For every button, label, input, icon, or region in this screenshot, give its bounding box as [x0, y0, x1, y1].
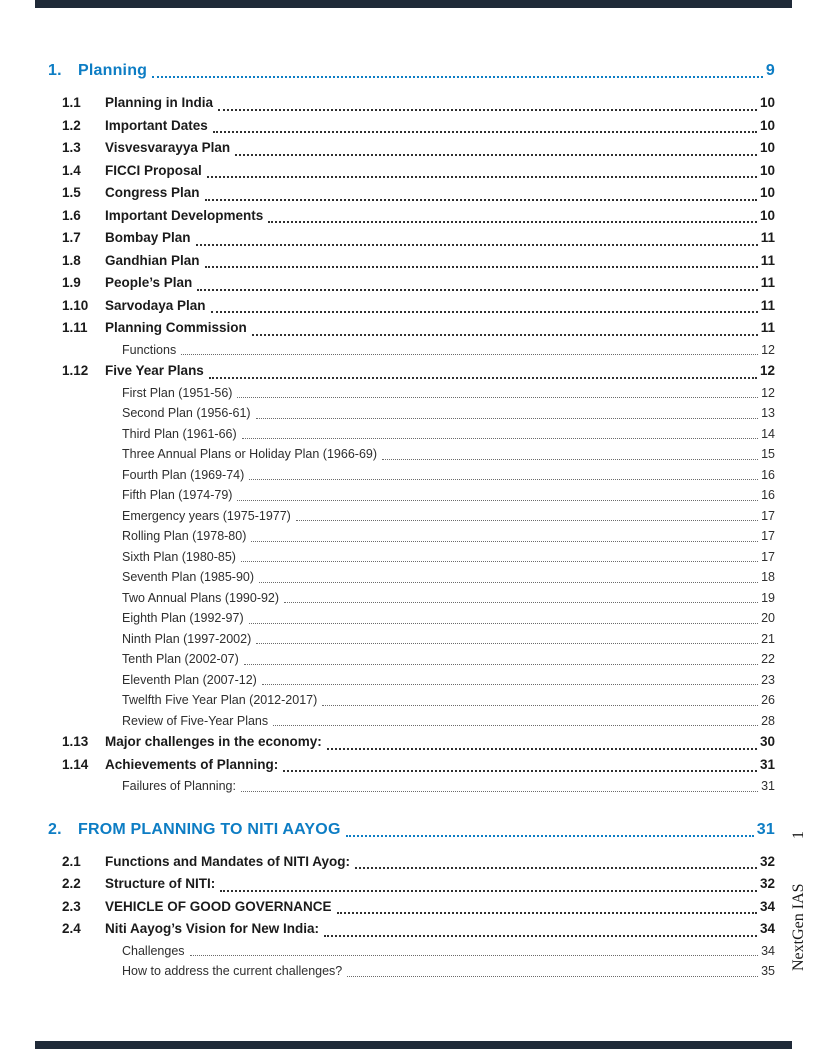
toc-entry-title: Fourth Plan (1969-74): [122, 467, 245, 482]
toc-entry-page-number: 22: [761, 652, 775, 666]
toc-entry-title: How to address the current challenges?: [122, 964, 343, 978]
toc-entry-number: 1.2: [62, 117, 81, 133]
toc-entry-number: 2.3: [62, 898, 81, 914]
toc-entry-number: 2.1: [62, 853, 81, 869]
toc-dot-leader: [205, 199, 757, 201]
toc-entry-page-number: 32: [759, 853, 775, 869]
toc-entry-number: 1.9: [62, 275, 81, 290]
toc-entry-number: 2.2: [62, 876, 81, 891]
toc-entry-page-number: 31: [761, 779, 775, 793]
toc-entry-page-number: 10: [759, 162, 775, 178]
toc-dot-leader: [205, 266, 758, 268]
toc-entry[interactable]: [48, 58, 775, 84]
bottom-rule-bar: [35, 1041, 792, 1049]
toc-dot-leader: [268, 221, 757, 223]
toc-entry-page-number: 32: [759, 876, 775, 891]
toc-entry-title: Planning in India: [105, 95, 213, 110]
toc-entry[interactable]: [48, 526, 775, 547]
toc-entry-number: 1.6: [62, 207, 81, 223]
toc-dot-leader: [296, 520, 758, 521]
toc-dot-leader: [346, 835, 754, 837]
toc-entry-page-number: 13: [761, 406, 775, 420]
toc-entry-page-number: 12: [761, 342, 775, 357]
toc-entry[interactable]: [48, 690, 775, 711]
toc-entry-page-number: 16: [761, 467, 775, 482]
toc-entry[interactable]: [48, 776, 775, 797]
toc-dot-leader: [347, 976, 758, 977]
toc-entry[interactable]: [48, 182, 775, 205]
toc-entry-title: Emergency years (1975-1977): [122, 508, 291, 523]
toc-entry-number: 1.4: [62, 162, 81, 178]
toc-entry-page-number: 10: [759, 117, 775, 133]
toc-dot-leader: [207, 176, 757, 178]
toc-entry-title: Third Plan (1961-66): [122, 426, 237, 441]
toc-entry[interactable]: [48, 754, 775, 777]
toc-entry-title: Structure of NITI:: [105, 876, 216, 891]
toc-dot-leader: [237, 397, 758, 398]
toc-entry-title: Eleventh Plan (2007-12): [122, 672, 257, 687]
toc-entry-number: 1.5: [62, 185, 81, 200]
toc-dot-leader: [213, 131, 757, 133]
toc-dot-leader: [190, 955, 759, 956]
toc-entry-page-number: 14: [761, 426, 775, 441]
toc-entry[interactable]: [48, 205, 775, 228]
toc-entry[interactable]: [48, 403, 775, 424]
toc-dot-leader: [244, 664, 758, 665]
side-brand-text: NextGen IAS: [790, 883, 807, 971]
toc-dot-leader: [249, 479, 758, 480]
toc-entry-title: Fifth Plan (1974-79): [122, 488, 233, 502]
toc-dot-leader: [337, 912, 757, 914]
toc-entry[interactable]: [48, 317, 775, 340]
toc-entry[interactable]: [48, 295, 775, 318]
toc-entry-page-number: 35: [761, 964, 775, 978]
toc-entry[interactable]: [48, 649, 775, 670]
toc-entry-title: Second Plan (1956-61): [122, 406, 251, 420]
toc-entry-page-number: 11: [760, 230, 775, 245]
toc-entry-page-number: 17: [761, 508, 775, 523]
toc-entry-number: 2.4: [62, 921, 81, 936]
toc-entry[interactable]: [48, 465, 775, 486]
toc-entry-page-number: 11: [760, 275, 775, 290]
toc-entry-page-number: 12: [761, 385, 775, 400]
toc-dot-leader: [252, 334, 758, 336]
toc-entry-title: First Plan (1951-56): [122, 385, 233, 400]
toc-entry-title: People’s Plan: [105, 275, 193, 290]
toc-entry[interactable]: [48, 506, 775, 527]
toc-dot-leader: [355, 867, 757, 869]
toc-entry-title: Major challenges in the economy:: [105, 734, 322, 749]
toc-dot-leader: [242, 438, 758, 439]
toc-entry[interactable]: [48, 670, 775, 691]
toc-entry[interactable]: [48, 424, 775, 445]
toc-entry[interactable]: [48, 485, 775, 506]
toc-dot-leader: [256, 418, 759, 419]
toc-dot-leader: [241, 561, 758, 562]
toc-entry[interactable]: [48, 340, 775, 361]
toc-entry[interactable]: [48, 896, 775, 919]
toc-entry-page-number: 10: [759, 185, 775, 200]
toc-entry-title: Functions and Mandates of NITI Ayog:: [105, 853, 350, 869]
toc-entry-title: Important Dates: [105, 117, 208, 133]
toc-entry-title: Rolling Plan (1978-80): [122, 529, 247, 543]
toc-entry-title: Eighth Plan (1992-97): [122, 611, 244, 625]
toc-entry[interactable]: [48, 360, 775, 383]
toc-entry-title: Failures of Planning:: [122, 779, 236, 793]
toc-entry-title: VEHICLE OF GOOD GOVERNANCE: [105, 898, 332, 914]
toc-dot-leader: [211, 311, 758, 313]
toc-entry-page-number: 20: [761, 611, 775, 625]
toc-entry-page-number: 18: [761, 570, 775, 584]
toc-dot-leader: [251, 541, 758, 542]
toc-entry[interactable]: [48, 629, 775, 650]
toc-entry-title: FICCI Proposal: [105, 162, 202, 178]
toc-entry-page-number: 30: [759, 734, 775, 749]
toc-entry-page-number: 10: [759, 95, 775, 110]
toc-dot-leader: [249, 623, 758, 624]
toc-entry-title: Ninth Plan (1997-2002): [122, 631, 252, 646]
toc-dot-leader: [283, 770, 757, 772]
toc-entry[interactable]: [48, 941, 775, 962]
toc-entry-page-number: 11: [760, 252, 775, 268]
toc-entry-title: Functions: [122, 342, 177, 357]
toc-entry-title: Gandhian Plan: [105, 252, 200, 268]
toc-entry[interactable]: [48, 567, 775, 588]
toc-entry-page-number: 34: [761, 943, 775, 958]
toc-entry-number: 1.14: [62, 756, 89, 772]
toc-entry-title: Twelfth Five Year Plan (2012-2017): [122, 693, 318, 707]
toc-dot-leader: [284, 602, 758, 603]
toc-dot-leader: [209, 377, 757, 379]
toc-entry-number: 1.3: [62, 140, 81, 155]
toc-entry-title: Five Year Plans: [105, 363, 204, 378]
toc-entry[interactable]: [48, 961, 775, 982]
toc-dot-leader: [152, 76, 763, 78]
toc-entry-page-number: 11: [760, 297, 775, 313]
table-of-contents: [48, 58, 775, 982]
toc-entry[interactable]: [48, 918, 775, 941]
toc-dot-leader: [322, 705, 758, 706]
toc-entry[interactable]: [48, 137, 775, 160]
toc-dot-leader: [181, 354, 758, 355]
toc-dot-leader: [382, 459, 758, 460]
toc-entry-page-number: 34: [759, 898, 775, 914]
toc-entry[interactable]: [48, 547, 775, 568]
toc-entry-page-number: 31: [756, 820, 775, 838]
toc-entry-number: 2.: [48, 820, 62, 838]
toc-entry-title: FROM PLANNING TO NITI AAYOG: [78, 820, 341, 838]
toc-entry-page-number: 17: [761, 529, 775, 543]
toc-entry-page-number: 34: [759, 921, 775, 936]
toc-entry-title: Achievements of Planning:: [105, 756, 279, 772]
toc-entry-page-number: 23: [761, 672, 775, 687]
toc-dot-leader: [197, 289, 757, 291]
toc-entry-page-number: 17: [761, 549, 775, 564]
toc-entry[interactable]: [48, 383, 775, 404]
toc-entry-number: 1.: [48, 62, 62, 79]
toc-entry-title: Three Annual Plans or Holiday Plan (1966-69): [122, 447, 378, 461]
toc-entry-title: Seventh Plan (1985-90): [122, 570, 255, 584]
toc-entry-number: 1.12: [62, 363, 89, 378]
toc-dot-leader: [235, 154, 757, 156]
toc-entry-title: Challenges: [122, 943, 185, 958]
toc-entry[interactable]: [48, 873, 775, 896]
toc-entry[interactable]: [48, 608, 775, 629]
toc-entry-page-number: 9: [765, 62, 775, 79]
toc-dot-leader: [196, 244, 758, 246]
toc-entry-title: Bombay Plan: [105, 230, 191, 245]
toc-entry-page-number: 31: [759, 756, 775, 772]
toc-dot-leader: [218, 109, 757, 111]
toc-entry[interactable]: [48, 115, 775, 138]
toc-entry-title: Planning: [78, 62, 148, 79]
toc-entry[interactable]: [48, 817, 775, 843]
toc-entry[interactable]: [48, 851, 775, 874]
toc-entry-page-number: 10: [759, 207, 775, 223]
toc-dot-leader: [259, 582, 758, 583]
toc-entry[interactable]: [48, 444, 775, 465]
toc-entry[interactable]: [48, 250, 775, 273]
toc-entry-title: Niti Aayog’s Vision for New India:: [105, 921, 320, 936]
toc-entry-title: Planning Commission: [105, 320, 247, 335]
toc-dot-leader: [241, 791, 758, 792]
toc-entry-title: Two Annual Plans (1990-92): [122, 590, 280, 605]
toc-entry-number: 1.7: [62, 230, 81, 245]
toc-entry[interactable]: [48, 92, 775, 115]
toc-entry-title: Sixth Plan (1980-85): [122, 549, 236, 564]
toc-dot-leader: [237, 500, 758, 501]
toc-dot-leader: [273, 725, 758, 726]
toc-dot-leader: [262, 684, 758, 685]
toc-entry[interactable]: [48, 731, 775, 754]
toc-entry-number: 1.8: [62, 252, 81, 268]
toc-entry-title: Sarvodaya Plan: [105, 297, 206, 313]
toc-entry-title: Congress Plan: [105, 185, 200, 200]
toc-entry-page-number: 12: [759, 363, 775, 378]
toc-entry-number: 1.10: [62, 297, 89, 313]
toc-entry-title: Tenth Plan (2002-07): [122, 652, 239, 666]
toc-entry-page-number: 26: [761, 693, 775, 707]
toc-entry-title: Visvesvarayya Plan: [105, 140, 231, 155]
toc-entry-number: 1.1: [62, 95, 81, 110]
toc-dot-leader: [256, 643, 758, 644]
toc-entry[interactable]: [48, 272, 775, 295]
toc-entry-page-number: 21: [761, 631, 775, 646]
toc-dot-leader: [327, 748, 757, 750]
toc-dot-leader: [220, 890, 757, 892]
toc-entry-number: 1.11: [62, 320, 88, 335]
toc-entry-page-number: 15: [761, 447, 775, 461]
toc-entry[interactable]: [48, 711, 775, 732]
toc-entry[interactable]: [48, 160, 775, 183]
toc-entry-page-number: 10: [759, 140, 775, 155]
toc-entry-title: Review of Five-Year Plans: [122, 713, 269, 728]
toc-dot-leader: [324, 935, 757, 937]
toc-entry-page-number: 11: [760, 320, 775, 335]
toc-entry-page-number: 16: [761, 488, 775, 502]
toc-entry-page-number: 28: [761, 713, 775, 728]
toc-entry-title: Important Developments: [105, 207, 264, 223]
toc-entry-number: 1.13: [62, 734, 89, 749]
toc-entry[interactable]: [48, 227, 775, 250]
toc-entry-page-number: 19: [761, 590, 775, 605]
toc-entry[interactable]: [48, 588, 775, 609]
side-page-number: 1: [790, 831, 807, 839]
top-rule-bar: [35, 0, 792, 8]
